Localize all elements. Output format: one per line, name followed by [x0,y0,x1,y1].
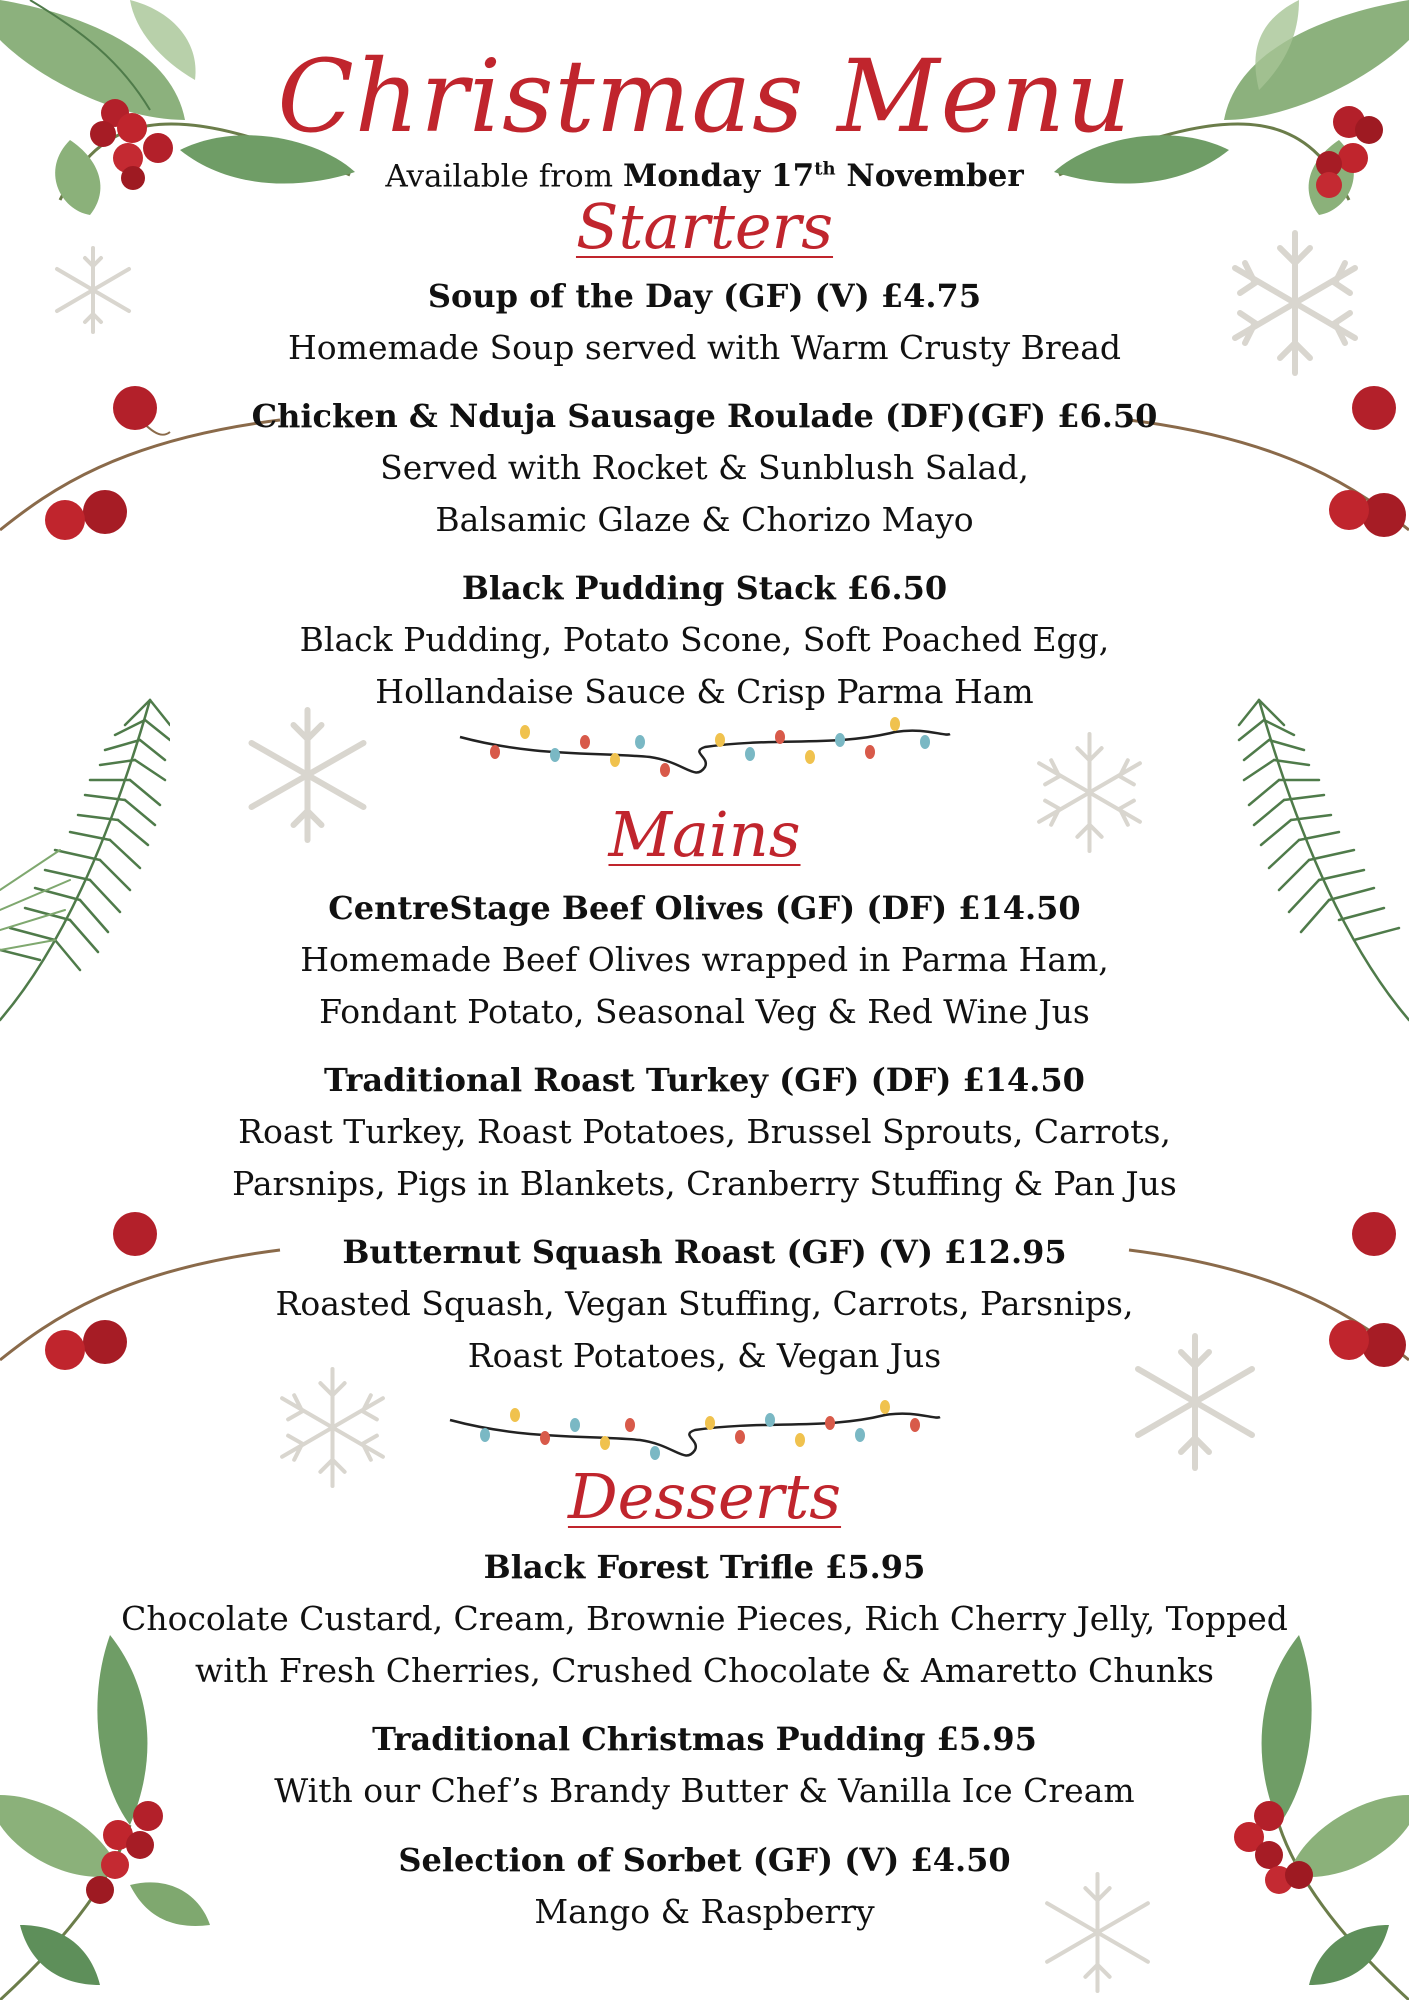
menu-item [0,1226,1409,1382]
item-description: Served with Rocket & Sunblush Salad, Balsamic Glaze & Chorizo Mayo [380,448,1029,539]
menu-item [0,1713,1409,1817]
item-name: Traditional Roast Turkey (GF) (DF) £14.50 [324,1061,1085,1099]
item-description: Homemade Soup served with Warm Crusty Bread [288,328,1121,367]
item-description: Chocolate Custard, Cream, Brownie Pieces, Rich Cherry Jelly, Topped with Fresh Cherries, Crushed Chocolate & Amaretto Chunks [121,1599,1288,1690]
section-title-desserts: Desserts [567,1460,842,1533]
availability-suffix: th [814,159,836,180]
section-title-starters: Starters [575,190,834,263]
item-name: Butternut Squash Roast (GF) (V) £12.95 [342,1233,1067,1271]
availability-prefix: Available from [385,158,614,195]
item-name: Traditional Christmas Pudding £5.95 [372,1720,1037,1758]
section-title-mains: Mains [608,798,801,871]
menu-item [0,882,1409,1038]
menu-item [0,270,1409,374]
menu-item [0,562,1409,718]
item-name: CentreStage Beef Olives (GF) (DF) £14.50 [328,889,1081,927]
availability-day: Monday 17 [622,158,815,195]
item-description: Homemade Beef Olives wrapped in Parma Ham, Fondant Potato, Seasonal Veg & Red Wine Jus [300,940,1109,1031]
item-description: Roast Turkey, Roast Potatoes, Brussel Sprouts, Carrots, Parsnips, Pigs in Blankets, Cranberry Stuffing & Pan Jus [232,1112,1177,1203]
availability-month: November [846,158,1024,195]
item-name: Selection of Sorbet (GF) (V) £4.50 [398,1841,1011,1879]
item-name: Black Forest Trifle £5.95 [483,1548,926,1586]
menu-item [0,1541,1409,1697]
menu-item [0,1054,1409,1210]
item-description: Black Pudding, Potato Scone, Soft Poached Egg, Hollandaise Sauce & Crisp Parma Ham [299,620,1110,711]
item-name: Chicken & Nduja Sausage Roulade (DF)(GF) £6.50 [251,397,1158,435]
menu-item [0,390,1409,546]
menu-title: Christmas Menu [277,38,1132,155]
menu-item [0,1834,1409,1938]
item-description: Roasted Squash, Vegan Stuffing, Carrots, Parsnips, Roast Potatoes, & Vegan Jus [275,1284,1134,1375]
item-description: Mango & Raspberry [534,1892,875,1931]
item-name: Soup of the Day (GF) (V) £4.75 [427,277,982,315]
item-name: Black Pudding Stack £6.50 [461,569,948,607]
item-description: With our Chef’s Brandy Butter & Vanilla Ice Cream [274,1771,1135,1810]
